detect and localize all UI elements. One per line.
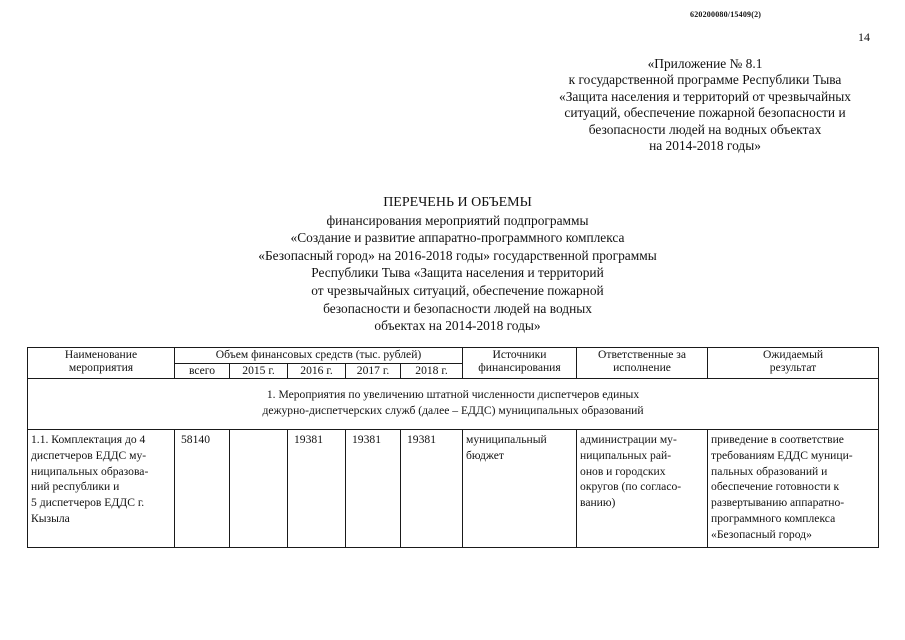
cell-line: бюджет: [466, 448, 504, 462]
header-name-line: Наименование: [64, 348, 138, 361]
header-total: всего: [175, 364, 230, 379]
section-line: 1. Мероприятия по увеличению штатной численности диспетчеров единых: [266, 388, 640, 401]
page-number: 14: [858, 30, 870, 44]
header-responsible-line: Ответственные за: [598, 348, 686, 361]
cell-line: программного комплекса: [711, 511, 836, 525]
header-sources: [463, 348, 577, 379]
cell-responsible: [577, 430, 708, 548]
header-2017: 2017 г.: [346, 364, 401, 379]
section-header: [28, 379, 879, 430]
heading-line: финансирования мероприятий подпрограммы: [326, 212, 589, 228]
cell-line: обеспечение готовности к: [711, 480, 840, 494]
cell-line: округов (по согласо-: [580, 480, 682, 494]
cell-line: ний республики и: [31, 480, 120, 494]
cell-line: ниципальных рай-: [580, 448, 672, 462]
appendix-line: на 2014-2018 годы»: [649, 138, 761, 154]
cell-source: [463, 430, 577, 548]
cell-line: приведение в соответствие: [711, 433, 844, 446]
cell-2015: [230, 430, 288, 548]
cell-line: развертыванию аппаратно-: [711, 496, 845, 510]
header-responsible: [577, 348, 708, 379]
cell-line: муниципальный: [466, 433, 547, 446]
header-name: [28, 348, 175, 379]
heading-line: «Создание и развитие аппаратно-программного комплекса: [290, 230, 625, 246]
heading-title: ПЕРЕЧЕНЬ И ОБЪЕМЫ: [383, 195, 532, 210]
cell-line: ванию): [580, 496, 616, 510]
header-responsible-line: исполнение: [613, 361, 671, 374]
header-result-line: Ожидаемый: [762, 348, 824, 361]
cell-line: онов и городских: [580, 464, 666, 478]
header-2016: 2016 г.: [288, 364, 346, 379]
cell-line: 5 диспетчеров ЕДДС г.: [31, 496, 145, 510]
header-volume: Объем финансовых средств (тыс. рублей): [175, 348, 463, 364]
header-result-line: результат: [769, 361, 817, 374]
cell-activity-name: [28, 430, 175, 548]
cell-2017: 19381: [346, 430, 401, 548]
cell-line: Кызыла: [31, 511, 70, 525]
heading-line: объектах на 2014-2018 годы»: [374, 318, 541, 334]
section-line: дежурно-диспетчерских служб (далее – ЕДДС) муниципальных образований: [262, 404, 644, 417]
cell-line: пальных образований и: [711, 464, 828, 478]
cell-line: 1.1. Комплектация до 4: [31, 433, 146, 446]
cell-total: 58140: [175, 430, 230, 548]
cell-result: [708, 430, 879, 548]
appendix-line: «Защита населения и территорий от чрезвычайных: [559, 88, 851, 104]
heading-line: безопасности и безопасности людей на водных: [323, 300, 592, 316]
cell-line: ниципальных образова-: [31, 464, 149, 478]
header-sources-line: финансирования: [478, 361, 561, 374]
cell-line: требованиям ЕДДС муници-: [711, 448, 853, 462]
document-code: 620200080/15409(2): [690, 10, 762, 19]
document-heading: [230, 194, 685, 335]
appendix-line: ситуаций, обеспечение пожарной безопасности и: [564, 105, 846, 121]
appendix-note: [540, 56, 870, 154]
appendix-line: «Приложение № 8.1: [647, 56, 763, 71]
appendix-line: к государственной программе Республики Тыва: [568, 72, 842, 88]
heading-line: от чрезвычайных ситуаций, обеспечение пожарной: [311, 282, 604, 298]
cell-2016: 19381: [288, 430, 346, 548]
cell-2018: 19381: [401, 430, 463, 548]
header-sources-line: Источники: [492, 348, 547, 361]
heading-line: Республики Тыва «Защита населения и территорий: [311, 265, 604, 281]
heading-line: «Безопасный город» на 2016-2018 годы» государственной программы: [258, 247, 657, 263]
header-2018: 2018 г.: [401, 364, 463, 379]
cell-line: диспетчеров ЕДДС му-: [31, 448, 147, 462]
table-row: [28, 430, 879, 548]
header-name-line: мероприятия: [68, 361, 134, 374]
cell-line: администрации му-: [580, 433, 677, 446]
appendix-line: безопасности людей на водных объектах: [588, 121, 822, 137]
cell-line: «Безопасный город»: [711, 527, 812, 541]
header-result: [708, 348, 879, 379]
header-2015: 2015 г.: [230, 364, 288, 379]
financing-table: [27, 347, 879, 548]
